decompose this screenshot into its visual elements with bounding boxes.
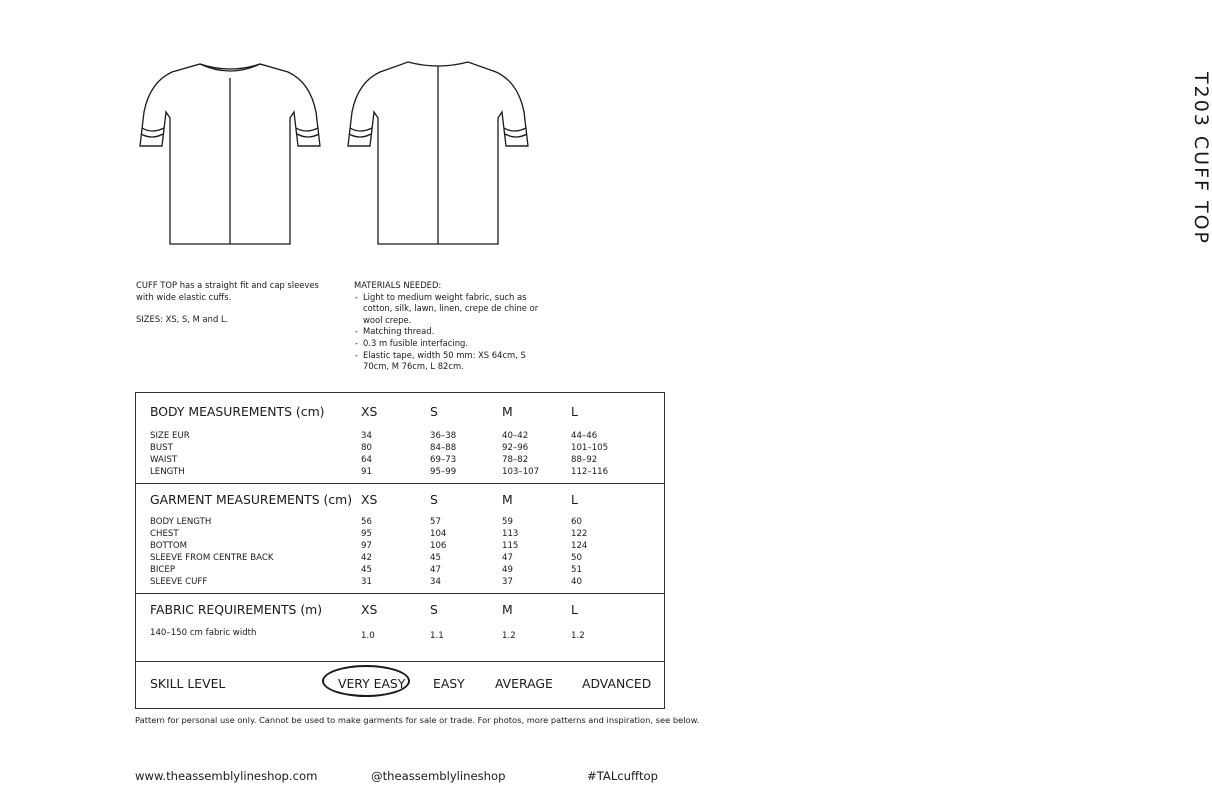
- cell-value: 122: [571, 529, 588, 539]
- cell-value: 36–38: [430, 431, 457, 441]
- front-view-sketch: [140, 64, 320, 244]
- cell-value: 97: [361, 541, 372, 551]
- table-row: [136, 553, 664, 565]
- table-row: [136, 443, 664, 455]
- cell-value: 91: [361, 467, 372, 477]
- cell-value: 45: [430, 553, 441, 563]
- row-label: LENGTH: [150, 467, 185, 477]
- materials-heading: MATERIALS NEEDED:: [354, 280, 442, 290]
- table-row: [136, 628, 664, 640]
- size-header: M: [502, 404, 513, 419]
- materials-item: - 0.3 m fusible interfacing.: [354, 338, 554, 350]
- size-header: M: [502, 602, 513, 617]
- cell-value: 115: [502, 541, 519, 551]
- row-label: SLEEVE CUFF: [150, 577, 208, 587]
- cell-value: 64: [361, 455, 372, 465]
- body-measurements-title: BODY MEASUREMENTS (cm): [150, 404, 325, 419]
- back-view-sketch: [348, 62, 528, 244]
- size-header: XS: [361, 492, 378, 507]
- table-row: [136, 455, 664, 467]
- cell-value: 106: [430, 541, 447, 551]
- row-label: WAIST: [150, 455, 178, 465]
- cell-value: 60: [571, 517, 582, 527]
- measurements-table: [135, 392, 665, 709]
- cell-value: 31: [361, 577, 372, 587]
- row-label: BODY LENGTH: [150, 517, 212, 527]
- cell-value: 95–99: [430, 467, 457, 477]
- skill-level-label: SKILL LEVEL: [150, 676, 226, 691]
- size-header: XS: [361, 602, 378, 617]
- cell-value: 34: [430, 577, 441, 587]
- section-divider: [136, 483, 664, 484]
- table-row: [136, 467, 664, 479]
- usage-notice: Pattern for personal use only. Cannot be used to make garments for sale or trade. For photos, more patterns and inspiration, see below.: [135, 715, 700, 725]
- hashtag[interactable]: #TALcufftop: [587, 769, 658, 783]
- cell-value: 103–107: [502, 467, 540, 477]
- size-header: L: [571, 492, 578, 507]
- row-label: BUST: [150, 443, 173, 453]
- materials-item: - Elastic tape, width 50 mm: XS 64cm, S 70cm, M 76cm, L 82cm.: [354, 350, 554, 373]
- row-label: SIZE EUR: [150, 431, 190, 441]
- cell-value: 69–73: [430, 455, 457, 465]
- cell-value: 59: [502, 517, 513, 527]
- materials-item: - Light to medium weight fabric, such as cotton, silk, lawn, linen, crepe de chine or wool crepe.: [354, 292, 554, 327]
- materials-item: - Matching thread.: [354, 326, 554, 338]
- sizes-text: SIZES: XS, S, M and L.: [136, 314, 229, 325]
- cell-value: 1.0: [361, 631, 375, 641]
- cell-value: 84–88: [430, 443, 457, 453]
- cell-value: 95: [361, 529, 372, 539]
- cell-value: 92–96: [502, 443, 529, 453]
- pattern-description: [136, 280, 336, 326]
- table-row: [136, 541, 664, 553]
- cell-value: 1.1: [430, 631, 444, 641]
- cell-value: 42: [361, 553, 372, 563]
- size-header: M: [502, 492, 513, 507]
- instagram-handle[interactable]: @theassemblylineshop: [371, 769, 506, 783]
- materials-needed: [354, 280, 554, 373]
- cell-value: 44–46: [571, 431, 598, 441]
- row-label: 140–150 cm fabric width: [150, 628, 257, 638]
- cell-value: 34: [361, 431, 372, 441]
- cell-value: 57: [430, 517, 441, 527]
- row-label: CHEST: [150, 529, 179, 539]
- row-label: SLEEVE FROM CENTRE BACK: [150, 553, 274, 563]
- skill-level-option: VERY EASY: [338, 676, 406, 691]
- cell-value: 78–82: [502, 455, 529, 465]
- size-header: XS: [361, 404, 378, 419]
- cell-value: 88–92: [571, 455, 598, 465]
- size-header: S: [430, 492, 438, 507]
- cell-value: 104: [430, 529, 447, 539]
- table-row: [136, 517, 664, 529]
- cell-value: 37: [502, 577, 513, 587]
- section-divider: [136, 661, 664, 662]
- cell-value: 50: [571, 553, 582, 563]
- cell-value: 113: [502, 529, 519, 539]
- section-divider: [136, 593, 664, 594]
- cell-value: 47: [502, 553, 513, 563]
- description-text: CUFF TOP has a straight fit and cap sleeves with wide elastic cuffs.: [136, 280, 319, 302]
- table-row: [136, 577, 664, 589]
- cell-value: 51: [571, 565, 582, 575]
- fabric-requirements-title: FABRIC REQUIREMENTS (m): [150, 602, 323, 617]
- cell-value: 112–116: [571, 467, 609, 477]
- cell-value: 1.2: [571, 631, 585, 641]
- row-label: BICEP: [150, 565, 176, 575]
- garment-measurements-title: GARMENT MEASUREMENTS (cm): [150, 492, 353, 507]
- cell-value: 49: [502, 565, 513, 575]
- size-header: L: [571, 602, 578, 617]
- skill-level-option: EASY: [433, 676, 465, 691]
- cell-value: 47: [430, 565, 441, 575]
- table-row: [136, 565, 664, 577]
- pattern-title: T203 CUFF TOP: [1190, 72, 1212, 245]
- table-row: [136, 431, 664, 443]
- cell-value: 1.2: [502, 631, 516, 641]
- table-row: [136, 529, 664, 541]
- cell-value: 40–42: [502, 431, 529, 441]
- size-header: S: [430, 404, 438, 419]
- cell-value: 80: [361, 443, 372, 453]
- skill-level-option: AVERAGE: [495, 676, 553, 691]
- cell-value: 56: [361, 517, 372, 527]
- size-header: S: [430, 602, 438, 617]
- size-header: L: [571, 404, 578, 419]
- cell-value: 101–105: [571, 443, 609, 453]
- cell-value: 40: [571, 577, 582, 587]
- garment-technical-sketches: [118, 48, 518, 268]
- cell-value: 45: [361, 565, 372, 575]
- website-link[interactable]: www.theassemblylineshop.com: [135, 769, 318, 783]
- cell-value: 124: [571, 541, 588, 551]
- row-label: BOTTOM: [150, 541, 188, 551]
- skill-level-option: ADVANCED: [582, 676, 652, 691]
